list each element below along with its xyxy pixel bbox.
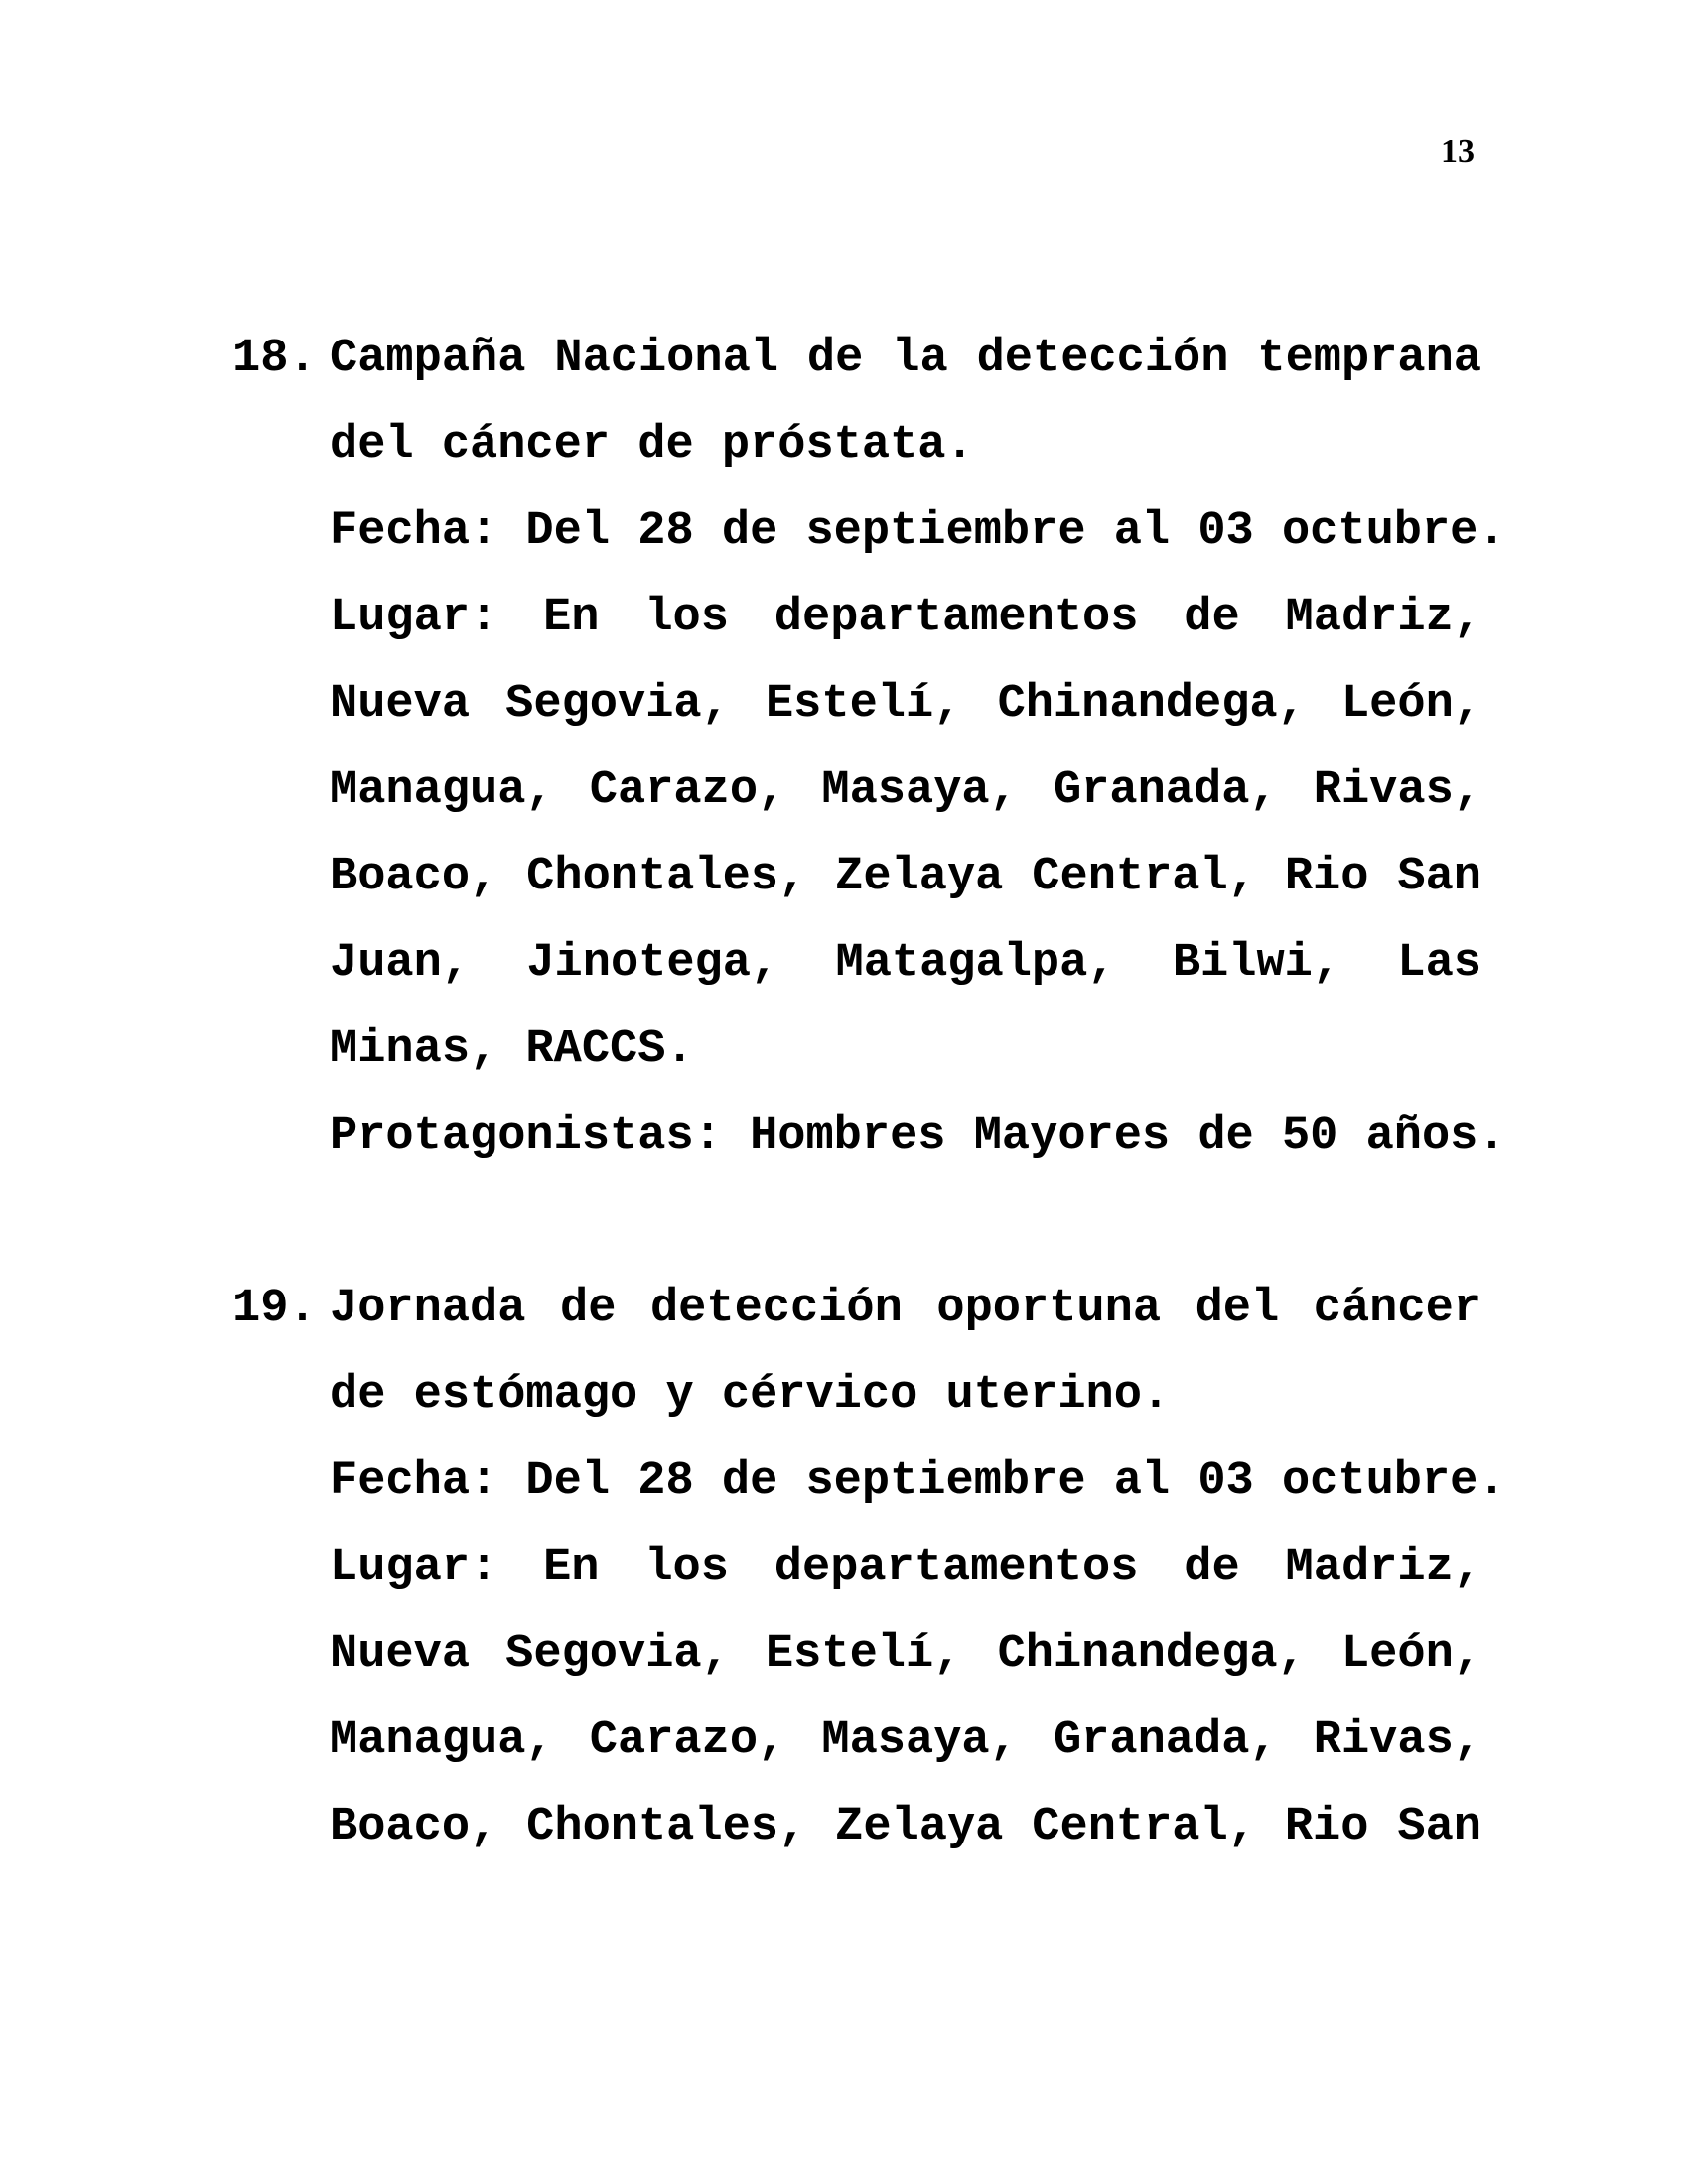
item-lugar-line: Juan, Jinotega, Matagalpa, Bilwi, Las [330,937,1481,990]
item-body [330,316,1506,1179]
item-lugar-line: Managua, Carazo, Masaya, Granada, Rivas, [330,764,1481,817]
item-body [330,1266,1506,1870]
item-title-line: Jornada de detección oportuna del cáncer [330,1283,1481,1335]
item-title-line: del cáncer de próstata. [330,419,974,472]
item-lugar-line: Boaco, Chontales, Zelaya Central, Rio San [330,851,1481,903]
item-lugar-line: Boaco, Chontales, Zelaya Central, Rio San [330,1801,1481,1853]
item-fecha: Fecha: Del 28 de septiembre al 03 octubre. [330,1455,1506,1508]
item-lugar-line: Lugar: En los departamentos de Madriz, [330,1542,1481,1594]
item-title-line: de estómago y cérvico uterino. [330,1369,1171,1422]
item-lugar-line: Nueva Segovia, Estelí, Chinandega, León, [330,1628,1481,1681]
page-number: 13 [1441,133,1475,170]
item-number: 19. [232,1283,317,1335]
list-item-18 [232,316,1506,1179]
item-protagonistas: Protagonistas: Hombres Mayores de 50 años. [330,1110,1506,1162]
item-number: 18. [232,333,317,385]
item-title-line: Campaña Nacional de la detección temprana [330,333,1481,385]
list-item-19 [232,1266,1506,1870]
item-lugar-line: Nueva Segovia, Estelí, Chinandega, León, [330,678,1481,731]
item-lugar-line: Lugar: En los departamentos de Madriz, [330,592,1481,644]
item-lugar-line: Managua, Carazo, Masaya, Granada, Rivas, [330,1714,1481,1767]
item-fecha: Fecha: Del 28 de septiembre al 03 octubre. [330,505,1506,558]
item-lugar-line: Minas, RACCS. [330,1024,694,1076]
document-body [232,316,1506,1870]
